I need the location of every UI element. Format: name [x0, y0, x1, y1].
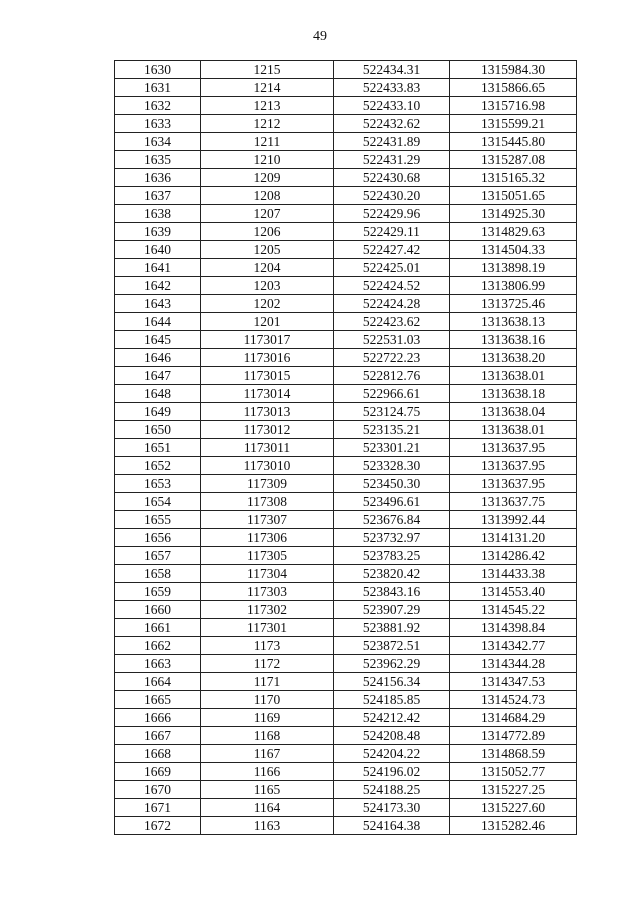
point-number-cell: 1660 [115, 601, 201, 619]
y-coordinate-cell: 1315051.65 [450, 187, 577, 205]
source-id-cell: 1172 [201, 655, 334, 673]
y-coordinate-cell: 1314504.33 [450, 241, 577, 259]
y-coordinate-cell: 1314925.30 [450, 205, 577, 223]
source-id-cell: 1204 [201, 259, 334, 277]
table-row [115, 493, 577, 511]
point-number-cell: 1670 [115, 781, 201, 799]
x-coordinate-cell: 523124.75 [334, 403, 450, 421]
x-coordinate-cell: 523907.29 [334, 601, 450, 619]
x-coordinate-cell: 522431.29 [334, 151, 450, 169]
source-id-cell: 1211 [201, 133, 334, 151]
point-number-cell: 1644 [115, 313, 201, 331]
x-coordinate-cell: 523450.30 [334, 475, 450, 493]
source-id-cell: 1163 [201, 817, 334, 835]
table-row [115, 781, 577, 799]
source-id-cell: 1164 [201, 799, 334, 817]
point-number-cell: 1643 [115, 295, 201, 313]
source-id-cell: 1168 [201, 727, 334, 745]
point-number-cell: 1649 [115, 403, 201, 421]
x-coordinate-cell: 522432.62 [334, 115, 450, 133]
point-number-cell: 1656 [115, 529, 201, 547]
x-coordinate-cell: 524164.38 [334, 817, 450, 835]
table-row [115, 385, 577, 403]
x-coordinate-cell: 523328.30 [334, 457, 450, 475]
x-coordinate-cell: 522430.20 [334, 187, 450, 205]
y-coordinate-cell: 1314347.53 [450, 673, 577, 691]
table-row [115, 133, 577, 151]
table-row [115, 259, 577, 277]
page-number: 49 [313, 29, 327, 44]
point-number-cell: 1647 [115, 367, 201, 385]
table-row [115, 475, 577, 493]
x-coordinate-cell: 524196.02 [334, 763, 450, 781]
source-id-cell: 1173 [201, 637, 334, 655]
source-id-cell: 1173016 [201, 349, 334, 367]
x-coordinate-cell: 523881.92 [334, 619, 450, 637]
y-coordinate-cell: 1313992.44 [450, 511, 577, 529]
y-coordinate-cell: 1314684.29 [450, 709, 577, 727]
source-id-cell: 1208 [201, 187, 334, 205]
source-id-cell: 1173015 [201, 367, 334, 385]
x-coordinate-cell: 523732.97 [334, 529, 450, 547]
x-coordinate-cell: 524173.30 [334, 799, 450, 817]
y-coordinate-cell: 1314868.59 [450, 745, 577, 763]
y-coordinate-cell: 1313898.19 [450, 259, 577, 277]
source-id-cell: 117306 [201, 529, 334, 547]
point-number-cell: 1634 [115, 133, 201, 151]
x-coordinate-cell: 522424.52 [334, 277, 450, 295]
table-row [115, 673, 577, 691]
x-coordinate-cell: 524212.42 [334, 709, 450, 727]
table-row [115, 115, 577, 133]
y-coordinate-cell: 1315866.65 [450, 79, 577, 97]
table-row [115, 331, 577, 349]
table-row [115, 61, 577, 79]
table-row [115, 619, 577, 637]
x-coordinate-cell: 522434.31 [334, 61, 450, 79]
source-id-cell: 117304 [201, 565, 334, 583]
y-coordinate-cell: 1313806.99 [450, 277, 577, 295]
point-number-cell: 1651 [115, 439, 201, 457]
source-id-cell: 1173017 [201, 331, 334, 349]
point-number-cell: 1663 [115, 655, 201, 673]
point-number-cell: 1672 [115, 817, 201, 835]
point-number-cell: 1645 [115, 331, 201, 349]
point-number-cell: 1642 [115, 277, 201, 295]
y-coordinate-cell: 1315599.21 [450, 115, 577, 133]
point-number-cell: 1669 [115, 763, 201, 781]
point-number-cell: 1640 [115, 241, 201, 259]
y-coordinate-cell: 1314398.84 [450, 619, 577, 637]
table-row [115, 403, 577, 421]
x-coordinate-cell: 522424.28 [334, 295, 450, 313]
table-row [115, 637, 577, 655]
x-coordinate-cell: 523820.42 [334, 565, 450, 583]
y-coordinate-cell: 1315282.46 [450, 817, 577, 835]
table-row [115, 151, 577, 169]
x-coordinate-cell: 522812.76 [334, 367, 450, 385]
source-id-cell: 1166 [201, 763, 334, 781]
point-number-cell: 1632 [115, 97, 201, 115]
table-row [115, 709, 577, 727]
source-id-cell: 1173011 [201, 439, 334, 457]
source-id-cell: 117309 [201, 475, 334, 493]
point-number-cell: 1637 [115, 187, 201, 205]
table-row [115, 295, 577, 313]
point-number-cell: 1666 [115, 709, 201, 727]
y-coordinate-cell: 1315984.30 [450, 61, 577, 79]
y-coordinate-cell: 1314829.63 [450, 223, 577, 241]
y-coordinate-cell: 1314433.38 [450, 565, 577, 583]
table-row [115, 763, 577, 781]
point-number-cell: 1665 [115, 691, 201, 709]
y-coordinate-cell: 1314524.73 [450, 691, 577, 709]
table-row [115, 601, 577, 619]
source-id-cell: 1170 [201, 691, 334, 709]
x-coordinate-cell: 523135.21 [334, 421, 450, 439]
table-row [115, 367, 577, 385]
point-number-cell: 1664 [115, 673, 201, 691]
y-coordinate-cell: 1314553.40 [450, 583, 577, 601]
y-coordinate-cell: 1313638.20 [450, 349, 577, 367]
y-coordinate-cell: 1314131.20 [450, 529, 577, 547]
source-id-cell: 117308 [201, 493, 334, 511]
x-coordinate-cell: 524156.34 [334, 673, 450, 691]
point-number-cell: 1668 [115, 745, 201, 763]
x-coordinate-cell: 523843.16 [334, 583, 450, 601]
table-row [115, 655, 577, 673]
y-coordinate-cell: 1313638.16 [450, 331, 577, 349]
x-coordinate-cell: 522433.83 [334, 79, 450, 97]
point-number-cell: 1653 [115, 475, 201, 493]
source-id-cell: 1201 [201, 313, 334, 331]
point-number-cell: 1633 [115, 115, 201, 133]
x-coordinate-cell: 523676.84 [334, 511, 450, 529]
point-number-cell: 1648 [115, 385, 201, 403]
point-number-cell: 1638 [115, 205, 201, 223]
point-number-cell: 1662 [115, 637, 201, 655]
table-row [115, 241, 577, 259]
table-row [115, 799, 577, 817]
source-id-cell: 1169 [201, 709, 334, 727]
table-row [115, 691, 577, 709]
source-id-cell: 117302 [201, 601, 334, 619]
x-coordinate-cell: 522429.11 [334, 223, 450, 241]
source-id-cell: 1173013 [201, 403, 334, 421]
source-id-cell: 1207 [201, 205, 334, 223]
y-coordinate-cell: 1315445.80 [450, 133, 577, 151]
source-id-cell: 1210 [201, 151, 334, 169]
point-number-cell: 1667 [115, 727, 201, 745]
table-row [115, 223, 577, 241]
table-row [115, 529, 577, 547]
point-number-cell: 1654 [115, 493, 201, 511]
x-coordinate-cell: 523872.51 [334, 637, 450, 655]
source-id-cell: 1212 [201, 115, 334, 133]
point-number-cell: 1636 [115, 169, 201, 187]
y-coordinate-cell: 1314286.42 [450, 547, 577, 565]
y-coordinate-cell: 1313638.04 [450, 403, 577, 421]
table-row [115, 313, 577, 331]
source-id-cell: 1167 [201, 745, 334, 763]
source-id-cell: 1173014 [201, 385, 334, 403]
source-id-cell: 1171 [201, 673, 334, 691]
y-coordinate-cell: 1313638.01 [450, 421, 577, 439]
y-coordinate-cell: 1313637.95 [450, 457, 577, 475]
table-row [115, 547, 577, 565]
table-row [115, 349, 577, 367]
table-row [115, 79, 577, 97]
point-number-cell: 1671 [115, 799, 201, 817]
y-coordinate-cell: 1315716.98 [450, 97, 577, 115]
source-id-cell: 117301 [201, 619, 334, 637]
x-coordinate-cell: 523496.61 [334, 493, 450, 511]
x-coordinate-cell: 524188.25 [334, 781, 450, 799]
table-row [115, 277, 577, 295]
table-row [115, 169, 577, 187]
y-coordinate-cell: 1314545.22 [450, 601, 577, 619]
x-coordinate-cell: 522429.96 [334, 205, 450, 223]
y-coordinate-cell: 1315165.32 [450, 169, 577, 187]
y-coordinate-cell: 1313725.46 [450, 295, 577, 313]
table-row [115, 511, 577, 529]
y-coordinate-cell: 1314342.77 [450, 637, 577, 655]
y-coordinate-cell: 1313637.95 [450, 439, 577, 457]
source-id-cell: 1209 [201, 169, 334, 187]
table-row [115, 727, 577, 745]
source-id-cell: 117305 [201, 547, 334, 565]
point-number-cell: 1652 [115, 457, 201, 475]
point-number-cell: 1635 [115, 151, 201, 169]
point-number-cell: 1650 [115, 421, 201, 439]
x-coordinate-cell: 523962.29 [334, 655, 450, 673]
source-id-cell: 117303 [201, 583, 334, 601]
source-id-cell: 1173012 [201, 421, 334, 439]
source-id-cell: 1214 [201, 79, 334, 97]
table-row [115, 457, 577, 475]
table-row [115, 439, 577, 457]
point-number-cell: 1641 [115, 259, 201, 277]
y-coordinate-cell: 1313638.18 [450, 385, 577, 403]
table-row [115, 817, 577, 835]
y-coordinate-cell: 1315227.60 [450, 799, 577, 817]
point-number-cell: 1661 [115, 619, 201, 637]
y-coordinate-cell: 1315052.77 [450, 763, 577, 781]
x-coordinate-cell: 522427.42 [334, 241, 450, 259]
y-coordinate-cell: 1314344.28 [450, 655, 577, 673]
source-id-cell: 1203 [201, 277, 334, 295]
table-row [115, 565, 577, 583]
x-coordinate-cell: 522425.01 [334, 259, 450, 277]
point-number-cell: 1657 [115, 547, 201, 565]
point-number-cell: 1658 [115, 565, 201, 583]
x-coordinate-cell: 523783.25 [334, 547, 450, 565]
x-coordinate-cell: 524204.22 [334, 745, 450, 763]
source-id-cell: 1206 [201, 223, 334, 241]
table-row [115, 421, 577, 439]
y-coordinate-cell: 1314772.89 [450, 727, 577, 745]
table-row [115, 583, 577, 601]
source-id-cell: 1173010 [201, 457, 334, 475]
point-number-cell: 1631 [115, 79, 201, 97]
source-id-cell: 1205 [201, 241, 334, 259]
x-coordinate-cell: 522966.61 [334, 385, 450, 403]
coordinates-table-body [115, 61, 577, 835]
point-number-cell: 1630 [115, 61, 201, 79]
source-id-cell: 1215 [201, 61, 334, 79]
source-id-cell: 117307 [201, 511, 334, 529]
point-number-cell: 1655 [115, 511, 201, 529]
y-coordinate-cell: 1313637.75 [450, 493, 577, 511]
x-coordinate-cell: 522430.68 [334, 169, 450, 187]
point-number-cell: 1646 [115, 349, 201, 367]
coordinates-table [114, 60, 577, 835]
x-coordinate-cell: 522431.89 [334, 133, 450, 151]
y-coordinate-cell: 1315227.25 [450, 781, 577, 799]
y-coordinate-cell: 1313637.95 [450, 475, 577, 493]
y-coordinate-cell: 1313638.01 [450, 367, 577, 385]
x-coordinate-cell: 522433.10 [334, 97, 450, 115]
x-coordinate-cell: 522531.03 [334, 331, 450, 349]
x-coordinate-cell: 523301.21 [334, 439, 450, 457]
table-row [115, 205, 577, 223]
x-coordinate-cell: 522423.62 [334, 313, 450, 331]
source-id-cell: 1165 [201, 781, 334, 799]
y-coordinate-cell: 1313638.13 [450, 313, 577, 331]
y-coordinate-cell: 1315287.08 [450, 151, 577, 169]
x-coordinate-cell: 524185.85 [334, 691, 450, 709]
source-id-cell: 1202 [201, 295, 334, 313]
x-coordinate-cell: 522722.23 [334, 349, 450, 367]
x-coordinate-cell: 524208.48 [334, 727, 450, 745]
table-row [115, 745, 577, 763]
table-row [115, 187, 577, 205]
point-number-cell: 1659 [115, 583, 201, 601]
source-id-cell: 1213 [201, 97, 334, 115]
table-row [115, 97, 577, 115]
point-number-cell: 1639 [115, 223, 201, 241]
